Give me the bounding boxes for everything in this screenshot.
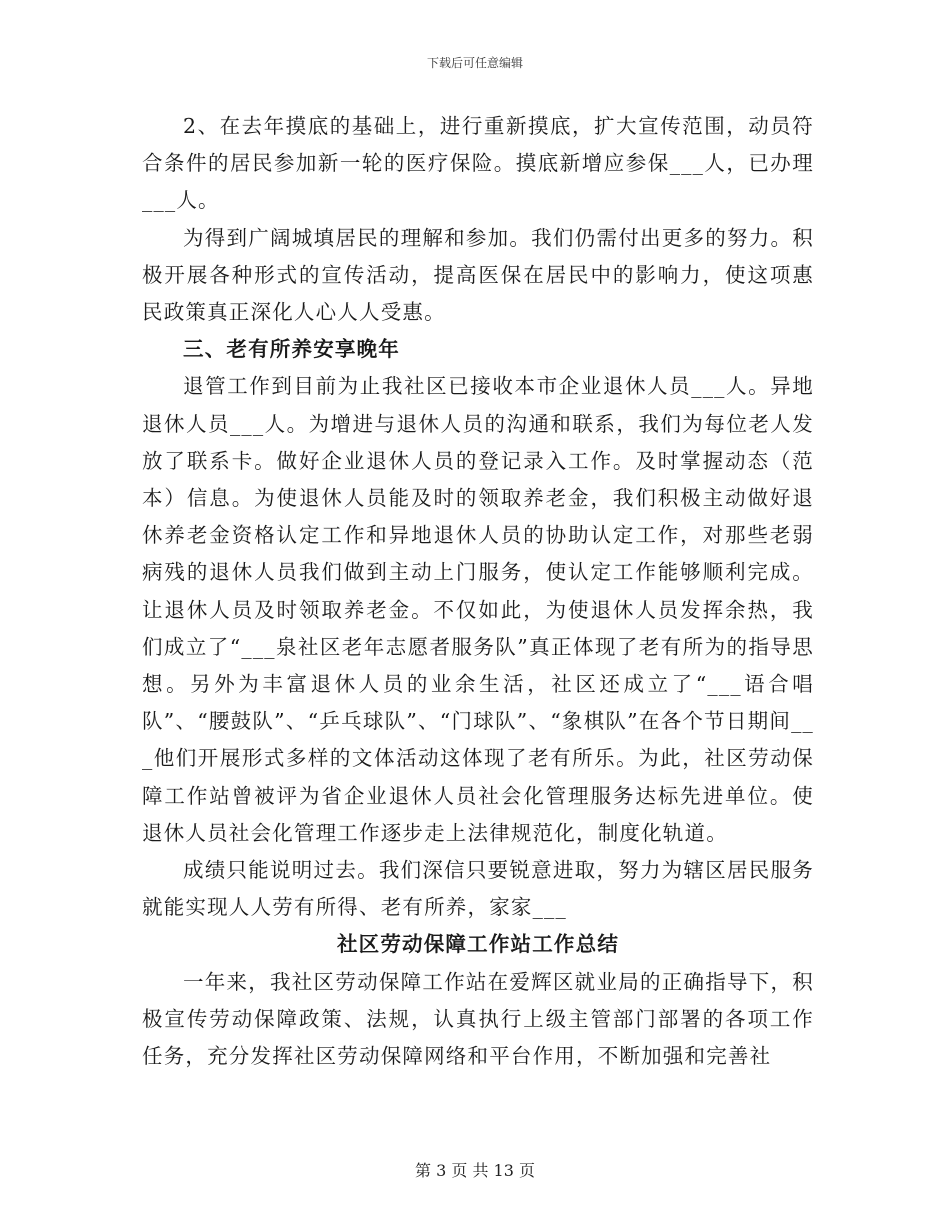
- paragraph-retirement-management: 退管工作到目前为止我社区已接收本市企业退休人员___人。异地退休人员___人。为增进与退休人员的沟通和联系，我们为每位老人发放了联系卡。做好企业退休人员的登记录入工作。及时掌握动态（范本）信息。为使退休人员能及时的领取养老金，我们积极主动做好退休养老金资格认定工作和异地退休人员的协助认定工作，对那些老弱病残的退休人员我们做到主动上门服务，使认定工作能够顺利完成。让退休人员及时领取养老金。不仅如此，为使退休人员发挥余热，我们成立了“___泉社区老年志愿者服务队”真正体现了老有所为的指导思想。另外为丰富退休人员的业余生活，社区还成立了“___语合唱队”、“腰鼓队”、“乒乓球队”、“门球队”、“象棋队”在各个节日期间___他们开展形式多样的文体活动这体现了老有所乐。为此，社区劳动保障工作站曾被评为省企业退休人员社会化管理服务达标先进单位。使退休人员社会化管理工作逐步走上法律规范化，制度化轨道。: [142, 374, 814, 845]
- paragraph-medical-insurance: 2、在去年摸底的基础上，进行重新摸底，扩大宣传范围，动员符合条件的居民参加新一轮的医疗保险。摸底新增应参保___人，已办理___人。: [142, 114, 814, 213]
- document-title: 社区劳动保障工作站工作总结: [336, 932, 620, 957]
- page-number: 第 3 页 共 13 页: [415, 1161, 535, 1180]
- paragraph-summary-intro: 一年来，我社区劳动保障工作站在爱辉区就业局的正确指导下，积极宣传劳动保障政策、法规，认真执行上级主管部门部署的各项工作任务，充分发挥社区劳动保障网络和平台作用，不断加强和完善社: [142, 969, 814, 1069]
- section-heading-elderly: 三、老有所养安享晚年: [183, 337, 400, 362]
- paragraph-achievements: 成绩只能说明过去。我们深信只要锐意进取，努力为辖区居民服务就能实现人人劳有所得、老有所养，家家___: [142, 858, 814, 920]
- document-body: [142, 108, 814, 1075]
- paragraph-publicity: 为得到广阔城填居民的理解和参加。我们仍需付出更多的努力。积极开展各种形式的宣传活动，提高医保在居民中的影响力，使这项惠民政策真正深化人心人人受惠。: [142, 225, 814, 325]
- page-header-note: 下载后可任意编辑: [426, 56, 523, 70]
